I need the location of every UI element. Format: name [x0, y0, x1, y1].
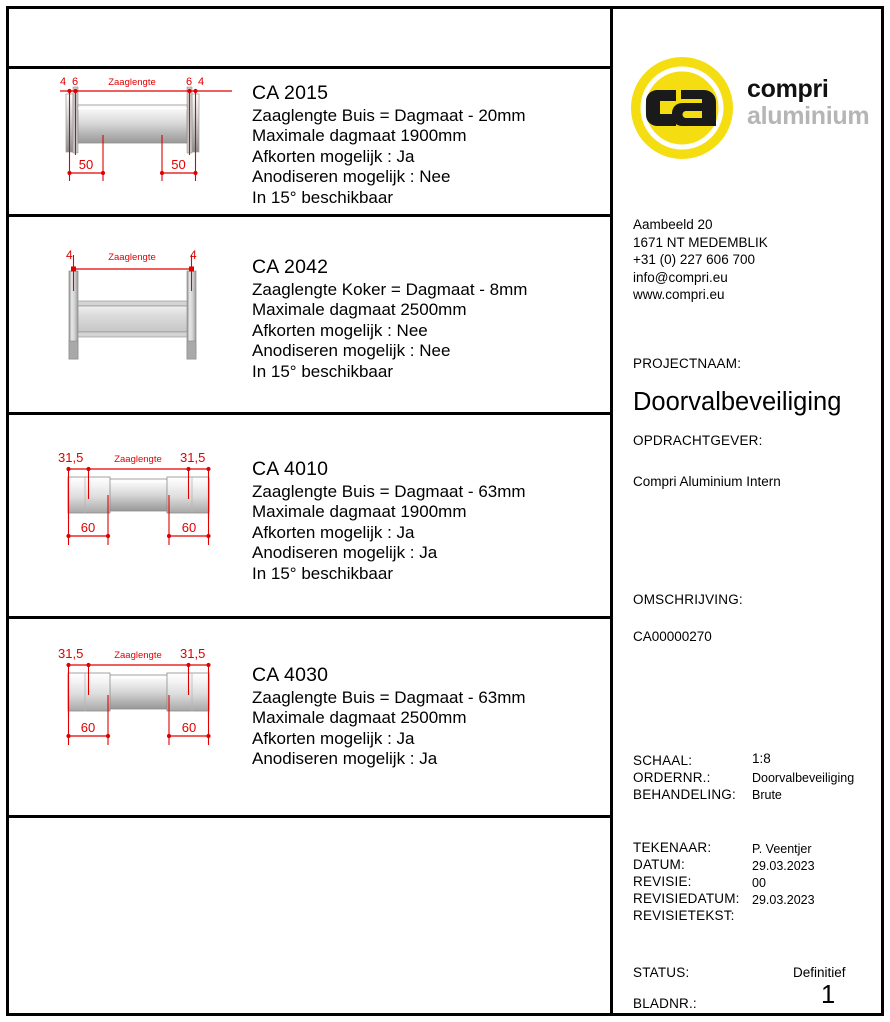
ordernr-value: Doorvalbeveiliging [752, 771, 855, 785]
behandeling-label: BEHANDELING: [633, 787, 736, 802]
spec-ca4030 [252, 663, 526, 770]
spec-ca2042 [252, 255, 527, 382]
schaal-label: SCHAAL: [633, 753, 693, 768]
product-line: Afkorten mogelijk : Ja [252, 728, 415, 748]
product-row-ca4010 [6, 415, 610, 616]
logo-wordmark [747, 77, 869, 129]
ca-logo-icon [631, 57, 733, 159]
company-address [633, 216, 768, 304]
datum-label: DATUM: [633, 857, 685, 872]
product-line: Afkorten mogelijk : Nee [252, 320, 428, 340]
product-line: Anodiseren mogelijk : Ja [252, 543, 438, 563]
dim-span-label: Zaaglengte [108, 252, 156, 263]
logo-word-aluminium: aluminium [747, 102, 870, 130]
omschrijving-label: OMSCHRIJVING: [633, 592, 743, 607]
product-row-ca2015 [6, 69, 610, 214]
tekenaar-label: TEKENAAR: [633, 840, 712, 855]
dim-edge-right-outer: 4 [198, 76, 205, 88]
tekenaar-value: P. Veentjer [752, 842, 812, 856]
spec-ca2015 [252, 81, 526, 208]
product-line: Zaaglengte Buis = Dagmaat - 63mm [252, 482, 526, 501]
product-line: Afkorten mogelijk : Ja [252, 522, 415, 542]
product-line: Maximale dagmaat 2500mm [252, 300, 467, 320]
address-web: www.compri.eu [633, 287, 725, 303]
dim-right-value: 50 [171, 157, 186, 172]
dim-edge-right-inner: 6 [186, 76, 193, 88]
product-line: Afkorten mogelijk : Ja [252, 146, 415, 166]
product-row-ca2042 [6, 217, 610, 412]
projectnaam-value: Doorvalbeveiliging [633, 388, 842, 416]
omschrijving-value: CA00000270 [633, 629, 712, 644]
dim-span-label: Zaaglengte [114, 650, 162, 661]
product-line: Maximale dagmaat 1900mm [252, 502, 467, 522]
dim-edge-left-inner: 6 [72, 76, 79, 88]
opdrachtgever-label: OPDRACHTGEVER: [633, 433, 763, 448]
product-line: Zaaglengte Buis = Dagmaat - 20mm [252, 106, 526, 125]
row-empty-top [6, 9, 610, 66]
product-line: Maximale dagmaat 2500mm [252, 708, 467, 728]
address-phone: +31 (0) 227 606 700 [633, 252, 755, 268]
revisie-value: 00 [752, 876, 766, 890]
product-line: Anodiseren mogelijk : Nee [252, 341, 451, 361]
drawing-ca2015 [56, 69, 236, 214]
product-code: CA 4010 [252, 458, 329, 480]
projectnaam-label: PROJECTNAAM: [633, 356, 742, 371]
product-line: In 15° beschikbaar [252, 361, 393, 381]
dim-right-value: 60 [181, 520, 197, 535]
address-city: 1671 NT MEDEMBLIK [633, 234, 768, 250]
revisiedatum-label: REVISIEDATUM: [633, 891, 740, 906]
status-label: STATUS: [633, 965, 690, 980]
dim-edge-right-outer: 4 [190, 248, 197, 262]
address-street: Aambeeld 20 [633, 217, 713, 232]
product-code: CA 2042 [252, 256, 329, 278]
spec-ca4010 [252, 457, 526, 584]
drawing-ca4030 [56, 643, 236, 839]
row-empty-bottom [6, 818, 610, 1013]
dim-left-value: 60 [80, 720, 96, 735]
dim-right-value: 60 [181, 720, 197, 735]
product-line: Zaaglengte Koker = Dagmaat - 8mm [252, 280, 528, 299]
dim-edge-left-outer: 31,5 [58, 450, 84, 465]
product-line: Zaaglengte Buis = Dagmaat - 63mm [252, 688, 526, 707]
dim-edge-left-outer: 4 [66, 248, 73, 262]
status-value: Definitief [793, 965, 846, 980]
product-row-ca4030 [6, 619, 610, 815]
datum-value: 29.03.2023 [752, 859, 815, 873]
dim-edge-right-outer: 31,5 [180, 450, 206, 465]
dim-left-value: 60 [80, 520, 96, 535]
ordernr-label: ORDERNR.: [633, 770, 711, 785]
product-line: Anodiseren mogelijk : Ja [252, 749, 438, 769]
title-block [613, 9, 881, 1013]
dim-edge-left-outer: 4 [60, 76, 67, 88]
dim-edge-left-outer: 31,5 [58, 646, 84, 661]
product-line: In 15° beschikbaar [252, 563, 393, 583]
product-code: CA 2015 [252, 82, 329, 104]
company-logo [631, 57, 876, 162]
address-email: info@compri.eu [633, 269, 728, 285]
drawing-ca4010 [56, 447, 236, 648]
product-line: Anodiseren mogelijk : Nee [252, 167, 451, 187]
dim-left-value: 50 [78, 157, 94, 172]
product-line: In 15° beschikbaar [252, 187, 393, 207]
logo-word-compri: compri [747, 75, 829, 103]
dim-span-label: Zaaglengte [108, 77, 156, 88]
behandeling-value: Brute [752, 788, 782, 802]
product-line: Maximale dagmaat 1900mm [252, 126, 467, 146]
revisietekst-label: REVISIETEKST: [633, 908, 735, 923]
schaal-value: 1:8 [752, 751, 771, 766]
dim-span-label: Zaaglengte [114, 454, 162, 465]
opdrachtgever-value: Compri Aluminium Intern [633, 474, 781, 489]
drawing-ca2042 [56, 245, 236, 440]
revisie-label: REVISIE: [633, 874, 692, 889]
product-code: CA 4030 [252, 664, 329, 686]
bladnr-value: 1 [821, 981, 836, 1009]
revisiedatum-value: 29.03.2023 [752, 893, 815, 907]
bladnr-label: BLADNR.: [633, 996, 697, 1011]
dim-edge-right-outer: 31,5 [180, 646, 206, 661]
